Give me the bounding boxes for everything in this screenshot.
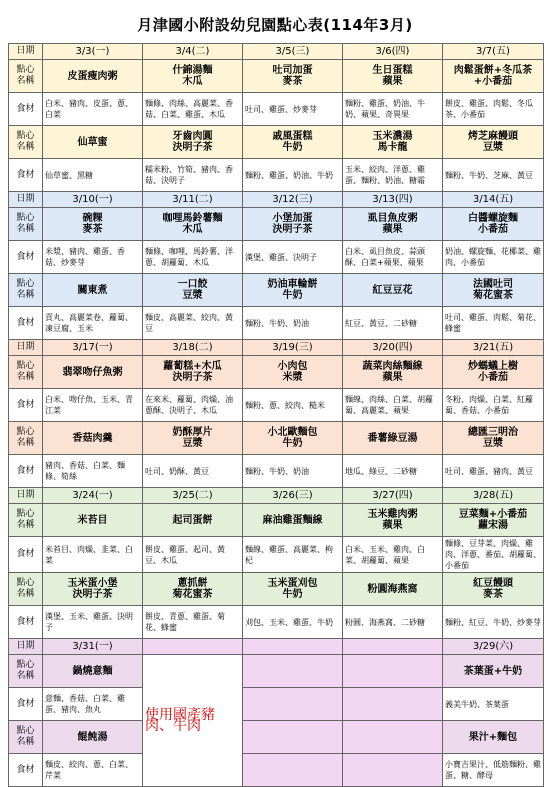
empty-cell <box>343 721 443 754</box>
ingredients-cell: 麵粉、牛奶、芝麻、黃豆 <box>443 159 544 192</box>
ingredients-cell: 玉米、絞肉、洋蔥、雞蛋、麵粉、奶油、糖霜 <box>343 159 443 192</box>
ingredients-cell: 吐司、奶酥、黃豆 <box>143 455 243 488</box>
snack-row-label: 點心 名稱 <box>9 655 43 688</box>
date-cell: 3/14(五) <box>443 192 544 208</box>
snack-name-cell: 奶油車輪餅 牛奶 <box>243 274 343 307</box>
ingredients-cell: 糯米粉、竹筍、豬肉、香菇、決明子 <box>143 159 243 192</box>
ing-row-label: 食材 <box>9 307 43 340</box>
ingredients-cell: 麵粉、蔥、絞肉、糙米 <box>243 389 343 422</box>
ingredients-cell: 粉圓、海燕窩、二砂糖 <box>343 606 443 639</box>
snack-name-cell: 生日蛋糕 蘋果 <box>343 60 443 93</box>
snack-name-cell: 炒螞蟻上樹 小番茄 <box>443 356 544 389</box>
date-row-label: 日期 <box>9 639 43 655</box>
ingredients-cell: 麵皮、絞肉、蔥、白菜、芹菜 <box>43 754 143 787</box>
snack-row-label: 點心 名稱 <box>9 60 43 93</box>
snack-row-label: 點心 名稱 <box>9 721 43 754</box>
ingredients-cell: 豬肉、香菇、白菜、麵條、筍絲 <box>43 455 143 488</box>
ingredients-cell: 仙草蜜、黑糖 <box>43 159 143 192</box>
ingredients-cell: 麵線、肉絲、白菜、胡蘿蔔、高麗菜、蘋果 <box>343 389 443 422</box>
date-cell: 3/31(一) <box>43 639 143 655</box>
snack-name-cell: 戚風蛋糕 牛奶 <box>243 126 343 159</box>
ingredients-cell: 吐司、雞蛋、肉鬆、菊花、蜂蜜 <box>443 307 544 340</box>
date-cell: 3/13(四) <box>343 192 443 208</box>
snack-name-cell: 什錦湯麵 木瓜 <box>143 60 243 93</box>
ing-row-label: 食材 <box>9 455 43 488</box>
ingredients-cell: 麵線、雞蛋、高麗菜、枸杞 <box>243 537 343 573</box>
snack-name-cell: 茶葉蛋+牛奶 <box>443 655 544 688</box>
snack-row-label: 點心 名稱 <box>9 126 43 159</box>
week-3-am-row <box>9 356 544 389</box>
ingredients-cell: 餅皮、雞蛋、起司、黃豆、木瓜 <box>143 537 243 573</box>
snack-name-cell: 紅豆饅頭 麥茶 <box>443 573 544 606</box>
snack-row-label: 點心 名稱 <box>9 208 43 241</box>
snack-name-cell: 白醬螺旋麵 小番茄 <box>443 208 544 241</box>
snack-name-cell: 仙草蜜 <box>43 126 143 159</box>
week-2-pm_ing-row <box>9 307 544 340</box>
week-5-am_ing-row <box>9 688 544 721</box>
snack-name-cell: 碗粿 麥茶 <box>43 208 143 241</box>
empty-cell <box>243 639 343 655</box>
week-3-am_ing-row <box>9 389 544 422</box>
snack-name-cell: 蔬菜肉絲麵線 蘋果 <box>343 356 443 389</box>
ingredients-cell: 麵粉、牛奶、奶油 <box>243 455 343 488</box>
empty-cell <box>343 639 443 655</box>
ingredients-cell: 麵皮、高麗菜、絞肉、黃豆 <box>143 307 243 340</box>
date-cell: 3/4(二) <box>143 44 243 60</box>
week-2-date-row <box>9 192 544 208</box>
week-3-date-row <box>9 340 544 356</box>
ing-row-label: 食材 <box>9 389 43 422</box>
empty-cell <box>243 721 343 754</box>
week-4-pm-row <box>9 573 544 606</box>
week-1-am_ing-row <box>9 93 544 126</box>
snack-name-cell: 牙齒肉圓 決明子茶 <box>143 126 243 159</box>
week-1-pm-row <box>9 126 544 159</box>
empty-cell <box>243 754 343 787</box>
snack-name-cell: 米苔目 <box>43 504 143 537</box>
snack-name-cell: 關東煮 <box>43 274 143 307</box>
snack-name-cell: 小堡加蛋 決明子茶 <box>243 208 343 241</box>
empty-cell <box>243 688 343 721</box>
week-4-am-row <box>9 504 544 537</box>
ingredients-cell: 餅皮、雞蛋、肉鬆、冬瓜茶、小番茄 <box>443 93 544 126</box>
week-5-date-row <box>9 639 544 655</box>
date-cell: 3/20(四) <box>343 340 443 356</box>
ingredients-cell: 米苔目、肉燥、韭菜、白菜 <box>43 537 143 573</box>
snack-name-cell: 豆菜麵+小番茄 蘿宋湯 <box>443 504 544 537</box>
empty-cell <box>343 688 443 721</box>
week-4-am_ing-row <box>9 537 544 573</box>
week-2-pm-row <box>9 274 544 307</box>
snack-name-cell: 虱目魚皮粥 蘋果 <box>343 208 443 241</box>
week-2-am_ing-row <box>9 241 544 274</box>
ingredients-cell: 麵粉、紅豆、牛奶、炒麥芽 <box>443 606 544 639</box>
date-cell: 3/29(六) <box>443 639 544 655</box>
ingredients-cell: 麵粉、牛奶、奶油 <box>243 307 343 340</box>
snack-name-cell: 紅豆豆花 <box>343 274 443 307</box>
empty-cell <box>343 655 443 688</box>
snack-name-cell: 玉米蛋刈包 牛奶 <box>243 573 343 606</box>
date-row-label: 日期 <box>9 488 43 504</box>
snack-name-cell: 番薯綠豆湯 <box>343 422 443 455</box>
date-cell: 3/5(三) <box>243 44 343 60</box>
ingredients-cell: 吐司、雞蛋、炒麥芽 <box>243 93 343 126</box>
ingredients-cell: 白米、玉米、雞肉、白菜、胡蘿蔔、蘋果 <box>343 537 443 573</box>
week-5-pm_ing-row <box>9 754 544 787</box>
snack-name-cell: 咖哩馬鈴薯麵 木瓜 <box>143 208 243 241</box>
snack-row-label: 點心 名稱 <box>9 356 43 389</box>
page-title: 月津國小附設幼兒園點心表(114年3月) <box>137 16 413 34</box>
ing-row-label: 食材 <box>9 93 43 126</box>
ingredients-cell: 白米、豬肉、皮蛋、蔥、白菜 <box>43 93 143 126</box>
date-cell: 3/24(一) <box>43 488 143 504</box>
empty-cell <box>143 639 243 655</box>
ing-row-label: 食材 <box>9 688 43 721</box>
snack-name-cell: 麻油雞蛋麵線 <box>243 504 343 537</box>
week-5-am-row <box>9 655 544 688</box>
ingredients-cell: 貢丸、高麗菜卷、蘿蔔、凍豆腐、玉米 <box>43 307 143 340</box>
snack-name-cell: 玉米濃湯 馬卡龍 <box>343 126 443 159</box>
date-row-label: 日期 <box>9 340 43 356</box>
date-row-label: 日期 <box>9 192 43 208</box>
snack-menu-table <box>8 43 544 787</box>
ingredients-cell: 麵條、豆芽菜、肉燥、雞肉、洋蔥、番茄、胡蘿蔔、小番茄 <box>443 537 544 573</box>
ingredients-cell: 餅皮、青蔥、雞蛋、菊花、蜂蜜 <box>143 606 243 639</box>
ingredients-cell: 麵條、咖哩、馬鈴薯、洋蔥、胡蘿蔔、木瓜 <box>143 241 243 274</box>
ingredients-cell: 米漿、豬肉、雞蛋、香菇、炒麥芽 <box>43 241 143 274</box>
ingredients-cell: 在來米、蘿蔔、肉燥、油蔥酥、決明子、木瓜 <box>143 389 243 422</box>
date-cell: 3/18(二) <box>143 340 243 356</box>
ingredients-cell: 吐司、雞蛋、豬肉、黃豆 <box>443 455 544 488</box>
week-2-am-row <box>9 208 544 241</box>
snack-name-cell: 皮蛋瘦肉粥 <box>43 60 143 93</box>
date-cell: 3/21(五) <box>443 340 544 356</box>
snack-name-cell: 餛飩湯 <box>43 721 143 754</box>
snack-row-label: 點心 名稱 <box>9 274 43 307</box>
snack-name-cell: 玉米雞肉粥 蘋果 <box>343 504 443 537</box>
snack-name-cell: 奶酥厚片 豆漿 <box>143 422 243 455</box>
ing-row-label: 食材 <box>9 159 43 192</box>
ing-row-label: 食材 <box>9 537 43 573</box>
snack-name-cell: 小肉包 米漿 <box>243 356 343 389</box>
date-cell: 3/11(二) <box>143 192 243 208</box>
ing-row-label: 食材 <box>9 241 43 274</box>
snack-name-cell: 果汁+麵包 <box>443 721 544 754</box>
snack-name-cell: 烤芝麻饅頭 豆漿 <box>443 126 544 159</box>
date-cell: 3/3(一) <box>43 44 143 60</box>
ingredients-cell: 紅豆、黃豆、二砂糖 <box>343 307 443 340</box>
ingredients-cell: 小寶吉果汁、低筋麵粉、雞蛋、糖、酵母 <box>443 754 544 787</box>
snack-name-cell: 鍋燒意麵 <box>43 655 143 688</box>
week-3-pm-row <box>9 422 544 455</box>
date-cell: 3/28(五) <box>443 488 544 504</box>
ingredients-cell: 漢堡、雞蛋、決明子 <box>243 241 343 274</box>
notice-box: 使用國產豬肉、牛肉 <box>143 655 243 787</box>
ingredients-cell: 漢堡、玉米、雞蛋、決明子 <box>43 606 143 639</box>
week-1-date-row <box>9 44 544 60</box>
ingredients-cell: 義美牛奶、茶葉蛋 <box>443 688 544 721</box>
date-cell: 3/12(三) <box>243 192 343 208</box>
week-1-am-row <box>9 60 544 93</box>
date-cell: 3/25(二) <box>143 488 243 504</box>
ingredients-cell: 麵粉、雞蛋、奶油、牛奶 <box>243 159 343 192</box>
ingredients-cell: 地瓜、綠豆、二砂糖 <box>343 455 443 488</box>
ing-row-label: 食材 <box>9 606 43 639</box>
ingredients-cell: 白米、吻仔魚、玉米、青江菜 <box>43 389 143 422</box>
date-cell: 3/10(一) <box>43 192 143 208</box>
snack-name-cell: 肉鬆蛋餅+冬瓜茶 +小番茄 <box>443 60 544 93</box>
date-cell: 3/27(四) <box>343 488 443 504</box>
snack-name-cell: 玉米蛋小堡 決明子茶 <box>43 573 143 606</box>
ingredients-cell: 麵條、肉絲、高麗菜、香菇、白菜、雞蛋、木瓜 <box>143 93 243 126</box>
empty-cell <box>343 754 443 787</box>
snack-name-cell: 起司蛋餅 <box>143 504 243 537</box>
ingredients-cell: 刈包、玉米、雞蛋、牛奶 <box>243 606 343 639</box>
ingredients-cell: 麵粉、雞蛋、奶油、牛奶、蘋果、奇異果 <box>343 93 443 126</box>
snack-name-cell: 吐司加蛋 麥茶 <box>243 60 343 93</box>
date-cell: 3/7(五) <box>443 44 544 60</box>
empty-cell <box>243 655 343 688</box>
date-cell: 3/26(三) <box>243 488 343 504</box>
date-cell: 3/19(三) <box>243 340 343 356</box>
snack-name-cell: 粉圓海燕窩 <box>343 573 443 606</box>
week-4-pm_ing-row <box>9 606 544 639</box>
ingredients-cell: 奶油、螺旋麵、花椰菜、雞肉、小番茄 <box>443 241 544 274</box>
snack-name-cell: 翡翠吻仔魚粥 <box>43 356 143 389</box>
snack-name-cell: 小北歐麵包 牛奶 <box>243 422 343 455</box>
snack-name-cell: 法國吐司 菊花蜜茶 <box>443 274 544 307</box>
date-row-label: 日期 <box>9 44 43 60</box>
snack-name-cell: 總匯三明治 豆漿 <box>443 422 544 455</box>
ingredients-cell: 白米、虱目魚皮、蒜頭酥、白菜+蘋果、蘋果 <box>343 241 443 274</box>
week-1-pm_ing-row <box>9 159 544 192</box>
snack-name-cell: 蘿蔔糕+木瓜 決明子茶 <box>143 356 243 389</box>
week-3-pm_ing-row <box>9 455 544 488</box>
ingredients-cell: 意麵、香菇、白菜、雞蛋、豬肉、魚丸 <box>43 688 143 721</box>
ing-row-label: 食材 <box>9 754 43 787</box>
snack-row-label: 點心 名稱 <box>9 573 43 606</box>
week-4-date-row <box>9 488 544 504</box>
snack-row-label: 點心 名稱 <box>9 422 43 455</box>
ingredients-cell: 冬粉、肉燥、白菜、紅蘿蔔、香菇、小番茄 <box>443 389 544 422</box>
date-cell: 3/6(四) <box>343 44 443 60</box>
snack-name-cell: 一口餃 豆漿 <box>143 274 243 307</box>
snack-name-cell: 蔥抓餅 菊花蜜茶 <box>143 573 243 606</box>
snack-name-cell: 香菇肉羹 <box>43 422 143 455</box>
snack-row-label: 點心 名稱 <box>9 504 43 537</box>
date-cell: 3/17(一) <box>43 340 143 356</box>
week-5-pm-row <box>9 721 544 754</box>
